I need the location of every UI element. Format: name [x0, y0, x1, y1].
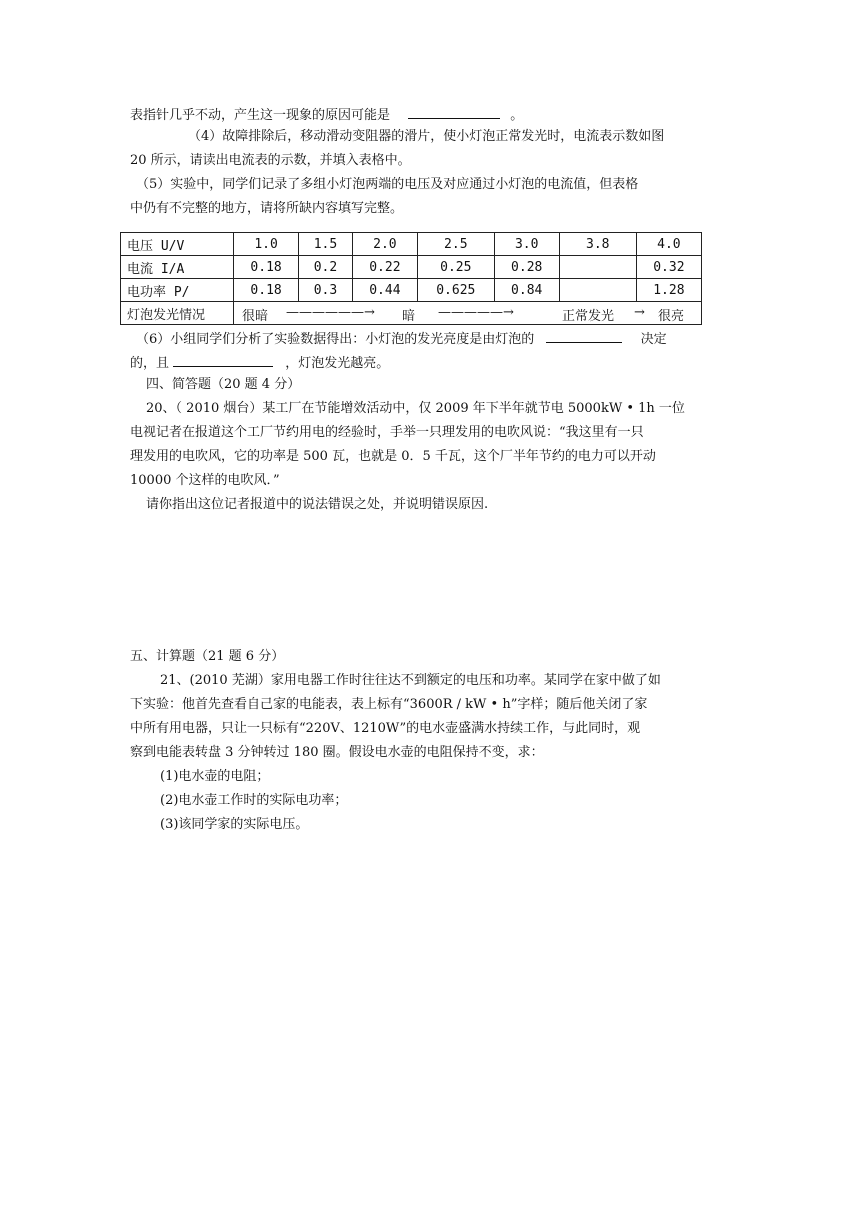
- q19-item6-suffix: 决定: [640, 332, 667, 347]
- row-label-power: 电功率 P/: [121, 279, 234, 302]
- q20-line2: 电视记者在报道这个工厂节约用电的经验时，手举一只理发用的电吹风说：“我这里有一只: [130, 425, 644, 440]
- q19-item6-line2-prefix: 的，且: [130, 356, 170, 371]
- section4-heading: 四、简答题（20 题 4 分）: [146, 377, 301, 392]
- q20-line5: 请你指出这位记者报道中的说法错误之处，并说明错误原因.: [146, 497, 489, 512]
- experiment-data-table: [120, 232, 702, 325]
- answer-blank-decides[interactable]: [546, 330, 622, 343]
- table-cell: 0.18: [234, 279, 299, 302]
- table-cell-blank-power[interactable]: [559, 279, 636, 302]
- q20-line4: 10000 个这样的电吹风．”: [130, 473, 280, 488]
- q19-line-reason: [130, 106, 730, 125]
- arrow-right-icon: ——————→: [286, 305, 375, 320]
- q19-item6-line2-suffix: ，灯泡发光越亮。: [285, 356, 390, 371]
- table-cell: 2.5: [417, 233, 494, 256]
- q19-item6-line2: [130, 354, 730, 373]
- q19-reason-suffix: 。: [510, 108, 524, 123]
- q21-line2: 下实验：他首先查看自己家的电能表，表上标有“3600R / kW • h”字样；随后他关闭了家: [130, 697, 648, 712]
- answer-blank-condition[interactable]: [173, 354, 273, 367]
- arrow-right-icon: →: [634, 305, 645, 320]
- q19-item6-text: （6）小组同学们分析了实验数据得出：小灯泡的发光亮度是由灯泡的: [136, 332, 535, 347]
- table-cell: 0.2: [299, 256, 353, 279]
- section5-heading: 五、计算题（21 题 6 分）: [130, 649, 285, 664]
- table-row-glow: [121, 302, 702, 325]
- table-cell: 0.28: [494, 256, 559, 279]
- q21-line1: 21、(2010 芜湖）家用电器工作时往往达不到额定的电压和功率。某同学在家中做了如: [160, 673, 661, 688]
- table-cell: 4.0: [636, 233, 701, 256]
- table-cell: 1.0: [234, 233, 299, 256]
- glow-dark: 暗: [402, 309, 416, 324]
- table-cell-blank-current[interactable]: [559, 256, 636, 279]
- row-label-voltage: 电压 U/V: [121, 233, 234, 256]
- table-cell: 3.0: [494, 233, 559, 256]
- q20-line3: 理发用的电吹风，它的功率是 500 瓦，也就是 0．5 千瓦，这个厂半年节约的电力可以开动: [130, 449, 656, 464]
- q21-sub3: (3)该同学家的实际电压。: [160, 817, 309, 832]
- q20-line1: 20、（ 2010 烟台）某工厂在节能增效活动中，仅 2009 年下半年就节电 5000kW • 1h 一位: [146, 401, 685, 416]
- q19-item4-line2: 20 所示，请读出电流表的示数，并填入表格中。: [130, 153, 411, 168]
- table-cell: 0.44: [352, 279, 417, 302]
- table-cell: 0.3: [299, 279, 353, 302]
- table-cell: 1.5: [299, 233, 353, 256]
- table-cell: 0.625: [417, 279, 494, 302]
- q21-sub2: (2)电水壶工作时的实际电功率；: [160, 793, 348, 808]
- answer-blank-reason[interactable]: [408, 106, 500, 119]
- q19-reason-text: 表指针几乎不动，产生这一现象的原因可能是: [130, 108, 391, 123]
- table-row-voltage: [121, 233, 702, 256]
- table-cell: 0.22: [352, 256, 417, 279]
- q21-line4: 察到电能表转盘 3 分钟转过 180 圈。假设电水壶的电阻保持不变，求：: [130, 745, 544, 760]
- glow-very-bright: 很亮: [658, 309, 685, 324]
- table-cell: 0.32: [636, 256, 701, 279]
- glow-trend-cell: [234, 302, 702, 325]
- table-cell: 2.0: [352, 233, 417, 256]
- table-cell: 1.28: [636, 279, 701, 302]
- q19-item5-line2: 中仍有不完整的地方，请将所缺内容填写完整。: [130, 201, 404, 216]
- table-row-power: [121, 279, 702, 302]
- table-row-current: [121, 256, 702, 279]
- q21-line3: 中所有用电器，只让一只标有“220V、1210W”的电水壶盛满水持续工作，与此同时，观: [130, 721, 641, 736]
- q19-item5-line1: （5）实验中，同学们记录了多组小灯泡两端的电压及对应通过小灯泡的电流值，但表格: [136, 177, 639, 192]
- q19-item6-line1: [136, 330, 736, 349]
- q19-item4-line1: （4）故障排除后，移动滑动变阻器的滑片，使小灯泡正常发光时，电流表示数如图: [188, 129, 665, 144]
- table-cell: 0.18: [234, 256, 299, 279]
- glow-normal: 正常发光: [562, 309, 615, 324]
- row-label-current: 电流 I/A: [121, 256, 234, 279]
- row-label-glow: 灯泡发光情况: [121, 302, 234, 325]
- table-cell: 0.84: [494, 279, 559, 302]
- glow-very-dark: 很暗: [242, 309, 269, 324]
- arrow-right-icon: —————→: [438, 305, 514, 320]
- q21-sub1: (1)电水壶的电阻；: [160, 769, 270, 784]
- table-cell: 3.8: [559, 233, 636, 256]
- table-cell: 0.25: [417, 256, 494, 279]
